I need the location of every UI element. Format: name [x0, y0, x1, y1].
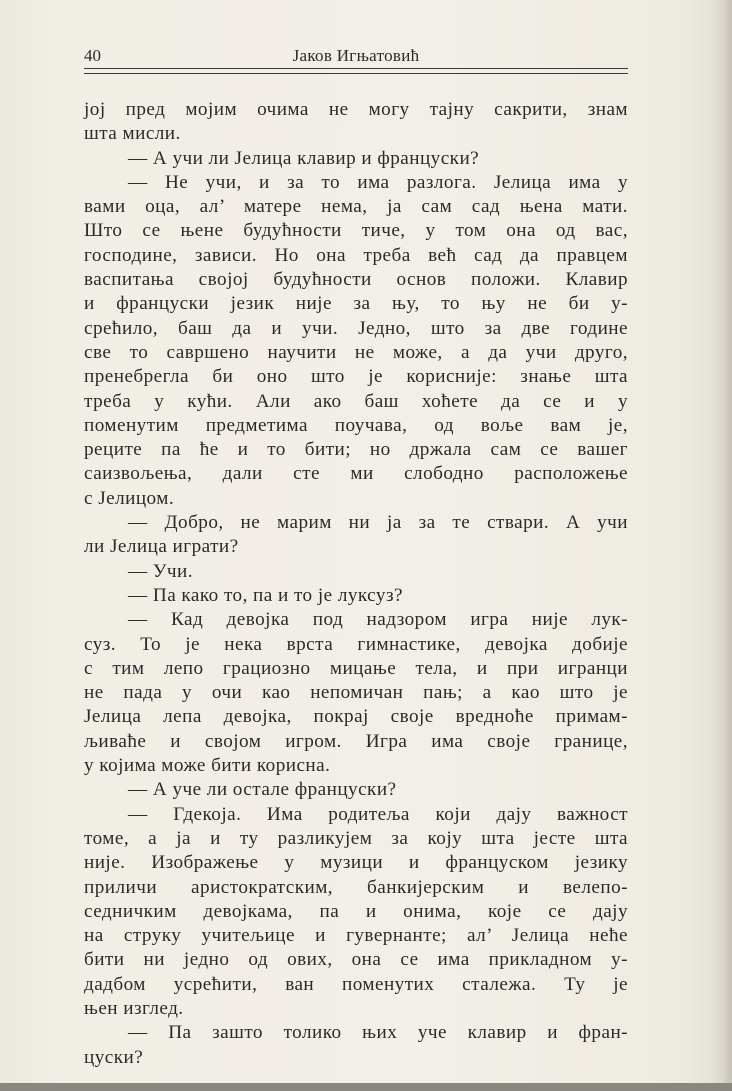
text-line: — Па како то, па и то је луксуз? — [128, 584, 403, 606]
text-line: томе, а ја и ту разликујем за коју шта јесте шта — [84, 827, 628, 849]
text-line: цуски? — [84, 1046, 144, 1068]
text-line: вами оца, ал’ матере нема, ја сам сад њена мати. — [84, 196, 628, 218]
header-rule-top — [84, 68, 628, 69]
text-line: суз. То је нека врста гимнастике, девојка добије — [84, 633, 628, 655]
text-line: — Гдекоја. Има родитеља који дају важност — [128, 803, 628, 825]
text-line: приличи аристократским, банкијерским и велепо- — [84, 876, 628, 898]
text-line: љиваће и својом игром. Игра има своје границе, — [84, 730, 628, 752]
text-line: Што се њене будућности тиче, у том она од вас, — [84, 220, 628, 242]
header-rule-bottom — [84, 73, 628, 74]
text-line: шта мисли. — [84, 123, 181, 145]
text-line: Јелица лепа девојка, покрај своје вредноће примам- — [84, 706, 628, 728]
text-line: све то савршено научити не може, а да учи друго, — [84, 341, 628, 363]
text-line: — Кад девојка под надзором игра није лук- — [128, 609, 628, 631]
text-line: и француски језик није за њу, то њу не би у- — [84, 293, 628, 315]
text-line: срећило, баш да и учи. Једно, што за две године — [84, 317, 628, 339]
text-line: бити ни једно од ових, она се има прикладном у- — [84, 949, 628, 971]
page-edge-shadow — [710, 0, 732, 1091]
text-line: — Па зашто толико њих уче клавир и фран- — [128, 1022, 628, 1044]
text-line: — А учи ли Јелица клавир и француски? — [128, 147, 480, 169]
text-line: у којима може бити корисна. — [84, 755, 331, 777]
text-line: јој пред мојим очима не могу тајну сакрити, знам — [84, 99, 628, 120]
page-header — [84, 44, 628, 68]
text-line: — Добро, не марим ни ја за те ствари. А учи — [128, 512, 628, 534]
text-line: поменутим предметима поучава, од воље вам је, — [84, 414, 628, 436]
text-line: — Учи. — [128, 560, 193, 582]
text-line: с Јелицом. — [84, 487, 175, 509]
text-line: ли Јелица играти? — [84, 536, 239, 558]
text-line: њен изглед. — [84, 997, 184, 1019]
text-line: треба у кући. Али ако баш хоћете да се и у — [84, 390, 628, 412]
page-bottom-edge — [0, 1083, 732, 1091]
text-line: — Не учи, и за то има разлога. Јелица има у — [128, 171, 628, 193]
page-number: 40 — [84, 46, 101, 65]
text-line: реците па ће и то бити; но држала сам се вашег — [84, 439, 628, 461]
running-title: Јаков Игњатовић — [292, 46, 420, 65]
text-line: — А уче ли остале француски? — [128, 779, 397, 801]
text-line: на струку учитељице и гувернанте; ал’ Јелица неће — [84, 925, 628, 947]
text-line: саизвољења, дали сте ми слободно расположење — [84, 463, 628, 485]
text-line: с тим лепо грациозно мицање тела, и при игранци — [84, 657, 628, 679]
text-line: пренебрегла би оно што је корисније: знање шта — [84, 366, 628, 388]
text-line: дадбом усрећити, ван поменутих сталежа. Ту је — [84, 973, 628, 995]
text-line: васпитања својој будућности основ положи. Клавир — [84, 269, 628, 291]
text-line: није. Изображење у музици и француском језику — [84, 852, 628, 874]
text-line: седничким девојкама, па и онима, које се дају — [84, 900, 628, 922]
text-line: господине, зависи. Но она треба већ сад да правцем — [84, 244, 628, 266]
text-line: не пада у очи као непомичан пањ; а као што је — [84, 682, 628, 704]
body-text — [84, 98, 628, 1070]
